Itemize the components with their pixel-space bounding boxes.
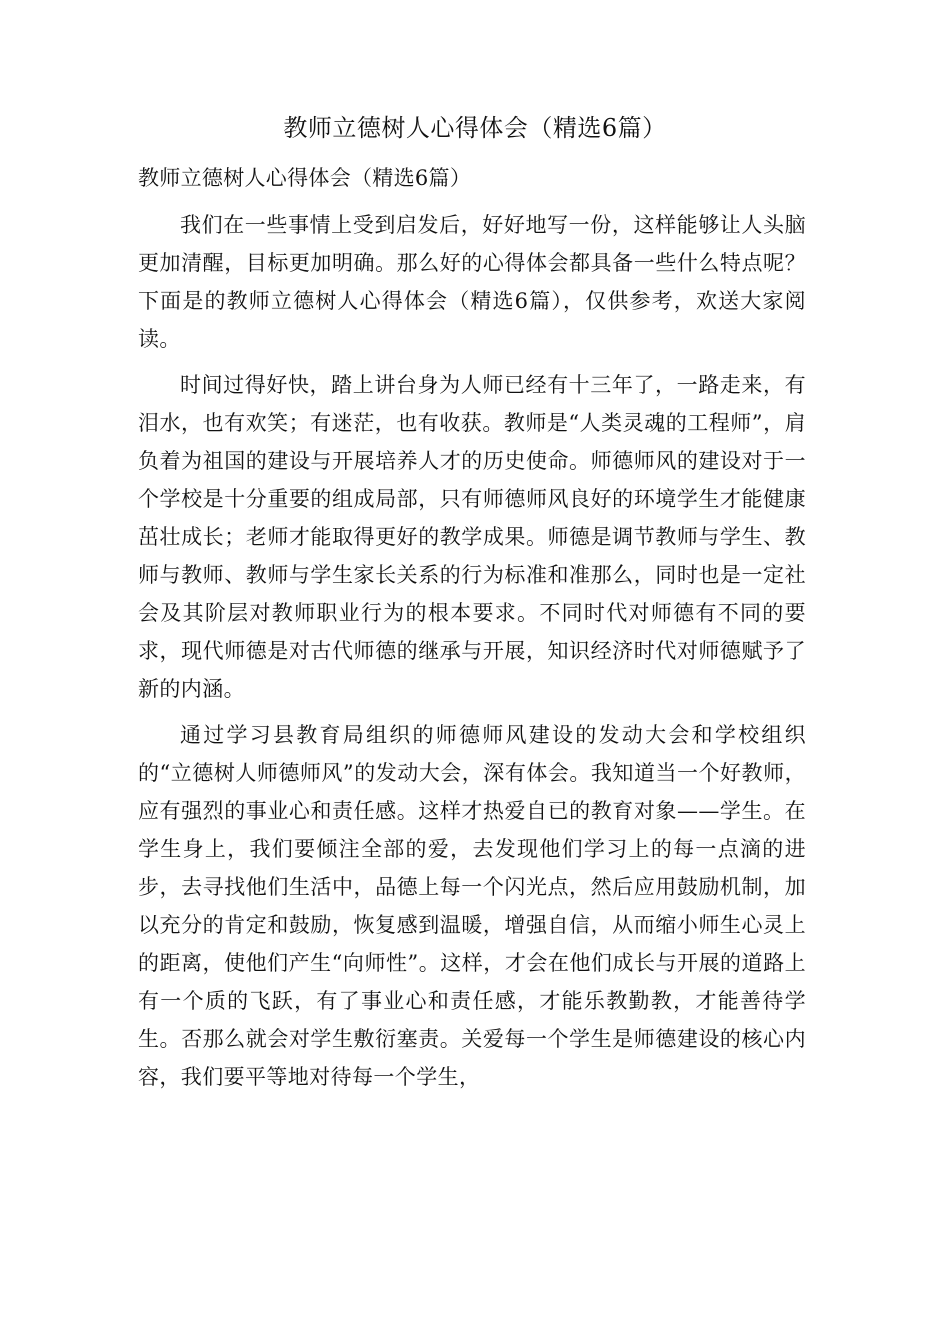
paragraph-study: 通过学习县教育局组织的师德师风建设的发动大会和学校组织的“立德树人师德师风”的发动大会，深有体会。我知道当一个好教师，应有强烈的事业心和责任感。这样才热爱自已的教育对象——学生。在学生身上，我们要倾注全部的爱，去发现他们学习上的每一点滴的进步，去寻找他们生活中，品德上每一个闪光点，然后应用鼓励机制，加以充分的肯定和鼓励，恢复感到温暖，增强自信，从而缩小师生心灵上的距离，使他们产生“向师性”。这样，才会在他们成长与开展的道路上有一个质的飞跃，有了事业心和责任感，才能乐教勤教，才能善待学生。否那么就会对学生敷衍塞责。关爱每一个学生是师德建设的核心内容，我们要平等地对待每一个学生， [138,723,806,1089]
paragraph-reflection: 时间过得好快，踏上讲台身为人师已经有十三年了，一路走来，有泪水，也有欢笑；有迷茫，也有收获。教师是“人类灵魂的工程师”，肩负着为祖国的建设与开展培养人才的历史使命。师德师风的建设对于一个学校是十分重要的组成局部，只有师德师风良好的环境学生才能健康茁壮成长；老师才能取得更好的教学成果。师德是调节教师与学生、教师与教师、教师与学生家长关系的行为标准和准那么，同时也是一定社会及其阶层对教师职业行为的根本要求。不同时代对师德有不同的要求，现代师德是对古代师德的继承与开展，知识经济时代对师德赋予了新的内涵。 [138,373,806,701]
document-subtitle: 教师立德树人心得体会（精选6篇） [138,166,472,190]
paragraph-intro: 我们在一些事情上受到启发后，好好地写一份，这样能够让人头脑更加清醒，目标更加明确。那么好的心得体会都具备一些什么特点呢？下面是的教师立德树人心得体会（精选6篇），仅供参考，欢送大家阅读。 [138,213,806,351]
document-body [138,206,806,1104]
document-title: 教师立德树人心得体会（精选6篇） [283,114,667,142]
